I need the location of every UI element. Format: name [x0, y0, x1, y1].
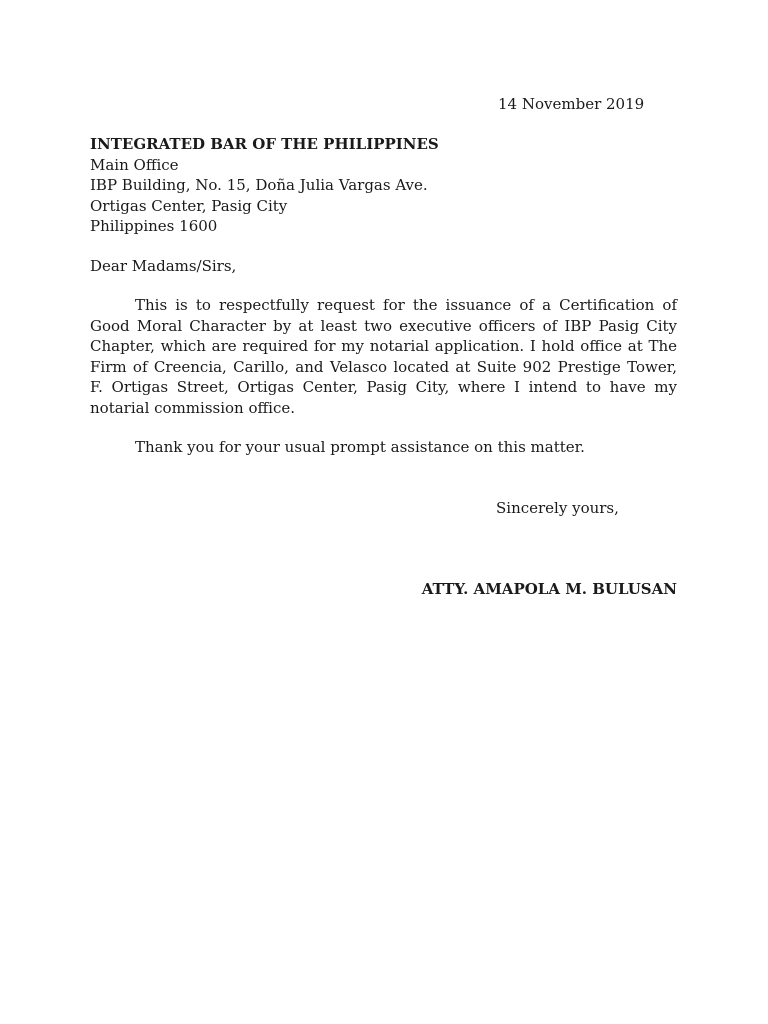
recipient-address-line-1: IBP Building, No. 15, Doña Julia Vargas Ave. — [90, 176, 428, 194]
body-paragraph: This is to respectfully request for the issuance of a Certification of Good Moral Character by at least two executive officers of IBP Pasig City Chapter, which are required for my notarial application. I hold office at The Firm of Creencia, Carillo, and Velasco located at Suite 902 Prestige Tower, F. Ortigas Street, Ortigas Center, Pasig City, where I intend to have my notarial commission office. — [90, 296, 677, 417]
salutation: Dear Madams/Sirs, — [90, 257, 237, 275]
recipient-address-line-2: Ortigas Center, Pasig City — [90, 196, 288, 215]
letter-date: 14 November 2019 — [498, 95, 645, 113]
signatory-name: ATTY. AMAPOLA M. BULUSAN — [421, 580, 677, 598]
recipient-organization: INTEGRATED BAR OF THE PHILIPPINES — [90, 135, 439, 153]
closing-line: Sincerely yours, — [496, 499, 619, 517]
recipient-address-block — [90, 134, 439, 237]
thanks-paragraph: Thank you for your usual prompt assistance on this matter. — [135, 438, 585, 456]
recipient-office: Main Office — [90, 155, 179, 174]
recipient-address-line-3: Philippines 1600 — [90, 217, 218, 235]
